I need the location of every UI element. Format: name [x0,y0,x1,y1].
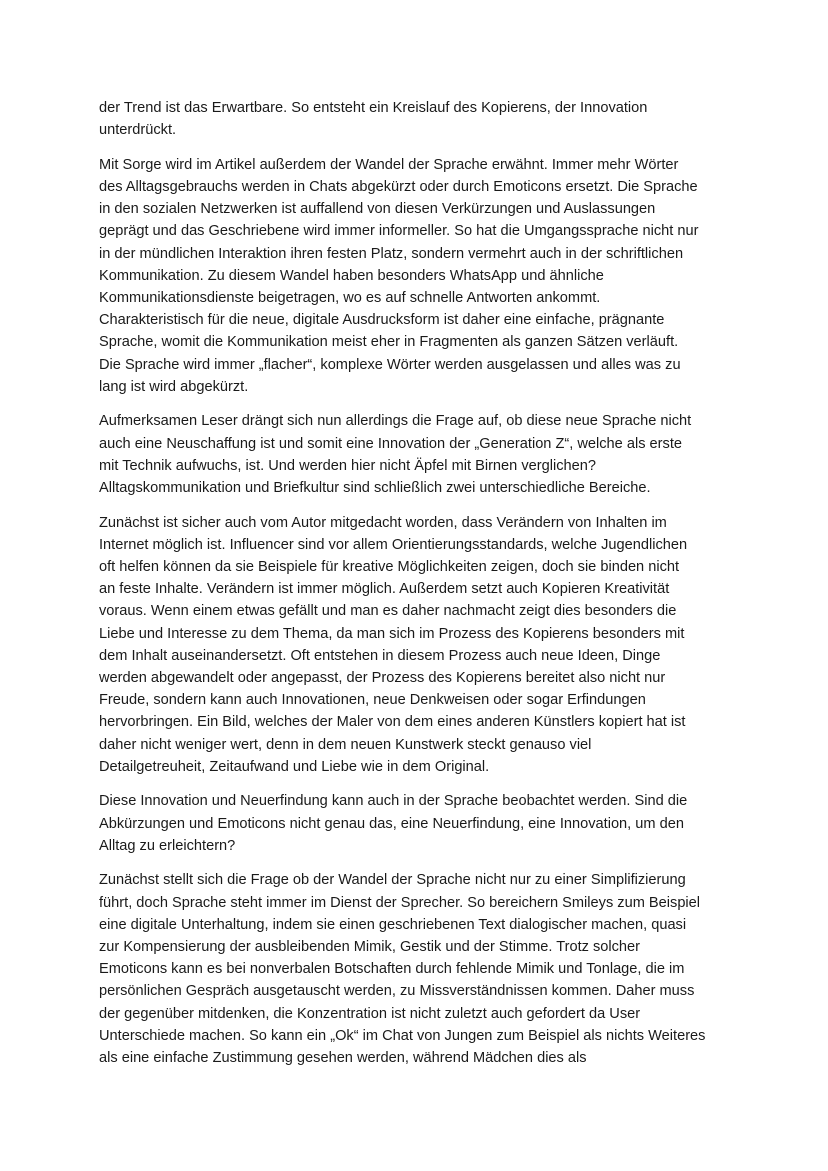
text-line: Kommunikation. Zu diesem Wandel haben besonders WhatsApp und ähnliche [99,267,604,284]
paragraph [99,97,739,141]
text-line: Diese Innovation und Neuerfindung kann auch in der Sprache beobachtet werden. Sind die [99,793,688,810]
paragraph [99,869,739,1069]
text-line: der Trend ist das Erwartbare. So entsteht ein Kreislauf des Kopierens, der Innovation [99,100,648,116]
text-line: als eine einfache Zustimmung gesehen werden, während Mädchen dies als [99,1050,587,1067]
text-line: Kommunikationsdienste beigetragen, wo es auf schnelle Antworten ankommt. [99,290,601,307]
text-line: persönlichen Gespräch ausgetauscht werden, zu Missverständnissen kommen. Daher muss [99,983,695,1000]
text-line: auch eine Neuschaffung ist und somit eine Innovation der „Generation Z“, welche als erste [99,435,683,452]
text-line: Emoticons kann es bei nonverbalen Botschaften durch fehlende Mimik und Tonlage, die im [99,961,685,978]
text-line: Mit Sorge wird im Artikel außerdem der Wandel der Sprache erwähnt. Immer mehr Wörter [99,156,679,173]
text-line: werden abgewandelt oder angepasst, der Prozess des Kopierens bereitet also nicht nur [99,670,666,687]
text-line: geprägt und das Geschriebene wird immer informeller. So hat die Umgangssprache nicht nur [99,223,699,240]
text-line: der gegenüber mitdenken, die Konzentration ist nicht zuletzt auch gefordert da User [99,1005,641,1022]
text-line: des Alltagsgebrauchs werden in Chats abgekürzt oder durch Emoticons ersetzt. Die Sprache [99,179,698,195]
body-text [99,97,739,1082]
paragraph [99,410,739,499]
text-line: in der mündlichen Interaktion ihren festen Platz, sondern vermehrt auch in der schriftlichen [99,245,684,262]
text-line: Internet möglich ist. Influencer sind vor allem Orientierungsstandards, welche Jugendlichen [99,536,688,553]
text-line: Charakteristisch für die neue, digitale Ausdrucksform ist daher eine einfache, prägnante [99,312,665,329]
text-line: Aufmerksamen Leser drängt sich nun allerdings die Frage auf, ob diese neue Sprache nicht [99,413,692,430]
text-line: Detailgetreuheit, Zeitaufwand und Liebe wie in dem Original. [99,758,490,775]
text-line: eine digitale Unterhaltung, indem sie einen geschriebenen Text dialogischer machen, quasi [99,916,687,933]
text-line: hervorbringen. Ein Bild, welches der Maler von dem eines anderen Künstlers kopiert hat ist [99,714,686,731]
text-line: führt, doch Sprache steht immer im Dienst der Sprecher. So bereichern Smileys zum Beispiel [99,894,701,911]
text-line: unterdrückt. [99,122,177,139]
text-line: voraus. Wenn einem etwas gefällt und man es daher nachmacht zeigt dies besonders die [99,603,677,620]
paragraph [99,512,739,778]
text-line: Freude, sondern kann auch Innovationen, neue Denkweisen oder sogar Erfindungen [99,692,646,709]
text-line: zur Kompensierung der ausbleibenden Mimik, Gestik und der Stimme. Trotz solcher [99,939,641,956]
text-line: Alltag zu erleichtern? [99,837,236,854]
text-line: Die Sprache wird immer „flacher“, komplexe Wörter werden ausgelassen und alles was zu [99,356,681,373]
text-line: dem Inhalt auseinandersetzt. Oft entstehen in diesem Prozess auch neue Ideen, Dinge [99,647,661,664]
text-line: Zunächst ist sicher auch vom Autor mitgedacht worden, dass Verändern von Inhalten im [99,514,667,531]
text-line: Liebe und Interesse zu dem Thema, da man sich im Prozess des Kopierens besonders mit [99,625,685,642]
text-line: mit Technik aufwuchs, ist. Und werden hier nicht Äpfel mit Birnen verglichen? [99,457,596,474]
text-line: Zunächst stellt sich die Frage ob der Wandel der Sprache nicht nur zu einer Simplifizierung [99,872,686,889]
text-line: in den sozialen Netzwerken ist auffallend von diesen Verkürzungen und Auslassungen [99,201,656,218]
text-line: oft helfen können da sie Beispiele für kreative Möglichkeiten zeigen, doch sie binden nicht [99,559,680,576]
paragraph [99,154,739,398]
text-line: Alltagskommunikation und Briefkultur sind schließlich zwei unterschiedliche Bereiche. [99,480,651,497]
text-line: Sprache, womit die Kommunikation meist eher in Fragmenten als ganzen Sätzen verläuft. [99,334,679,351]
paragraph [99,790,739,857]
text-line: Unterschiede machen. So kann ein „Ok“ im Chat von Jungen zum Beispiel als nichts Weiteres [99,1027,706,1044]
text-line: Abkürzungen und Emoticons nicht genau das, eine Neuerfindung, eine Innovation, um den [99,815,684,832]
text-line: daher nicht weniger wert, denn in dem neuen Kunstwerk steckt genauso viel [99,736,592,753]
text-line: lang ist wird abgekürzt. [99,378,249,395]
text-line: an feste Inhalte. Verändern ist immer möglich. Außerdem setzt auch Kopieren Kreativität [99,581,670,598]
